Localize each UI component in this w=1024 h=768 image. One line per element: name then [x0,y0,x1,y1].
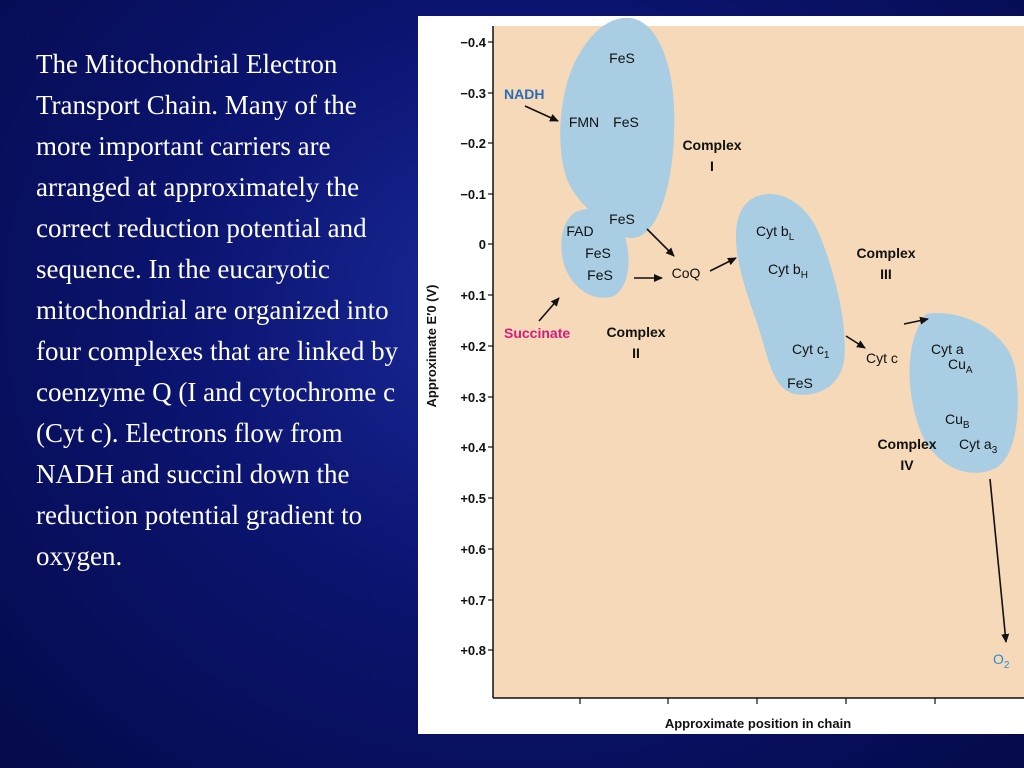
y-tick-label: −0.1 [460,187,486,202]
etc-diagram [418,16,1024,734]
fes-label: FeS [585,245,611,261]
x-axis-label: Approximate position in chain [664,716,852,731]
x-tick-marks [580,698,935,704]
cyt-c1-label: Cyt $c_1$ [792,341,830,361]
y-tick-label: +0.6 [460,542,486,557]
coq-label: CoQ [671,265,701,281]
cyt-a3-label: Cyt $a_3$ [959,436,998,456]
fes-label: FeS [787,375,813,391]
complex-iv-number: IV [900,457,914,473]
cua-label: $Cu_A$ [948,356,973,376]
complex-i-number: I [710,158,714,174]
fes-label: FeS [587,267,613,283]
cyt-c-label: Cyt c [866,350,898,366]
fmn-label: FMN [568,114,600,130]
slide-body-text: The Mitochondrial Electron Transport Chain. Many of the more important carriers are arranged at approximately the correct reduction potential and sequence. In the eucaryotic mitochondrial are organized into four complexes that are linked by coenzyme Q (I and cytochrome c (Cyt c). Electrons flow from NADH and succinl down the reduction potential gradient to oxygen. [36,49,399,571]
electron-transport-chain-figure [418,16,1024,734]
succinate-label: Succinate [504,325,571,341]
complex-iv-label: Complex [877,436,937,452]
y-tick-label: −0.4 [460,35,486,50]
y-tick-label: +0.7 [460,593,486,608]
y-tick-label: +0.4 [460,440,486,455]
complex-ii-number: II [632,345,640,361]
y-axis-label: Approximate E′0 (V) [424,284,439,408]
y-tick-label: +0.2 [460,339,486,354]
cub-label: $Cu_B$ [945,411,970,431]
y-tick-label: +0.3 [460,390,486,405]
cyt-bh-label: Cyt $b_H$ [768,261,808,281]
y-tick-label: +0.1 [460,288,486,303]
y-tick-label: +0.5 [460,491,486,506]
fad-label: FAD [566,223,594,239]
nadh-label: NADH [504,86,545,102]
complex-iii-number: III [880,266,892,282]
y-tick-label: −0.3 [460,86,486,101]
complex-iii-label: Complex [856,245,916,261]
fes-label: FeS [609,211,635,227]
oxygen-label: $O_2$ [993,651,1010,671]
y-tick-label: −0.2 [460,136,486,151]
cyt-a-label: Cyt a [931,341,964,357]
y-tick-label: 0 [478,237,486,252]
complex-ii-label: Complex [606,324,666,340]
cyt-bl-label: Cyt $b_L$ [756,223,795,243]
fes-label: FeS [609,50,635,66]
complex-i-label: Complex [682,137,742,153]
y-tick-label: +0.8 [460,643,486,658]
fes-label: FeS [613,114,639,130]
